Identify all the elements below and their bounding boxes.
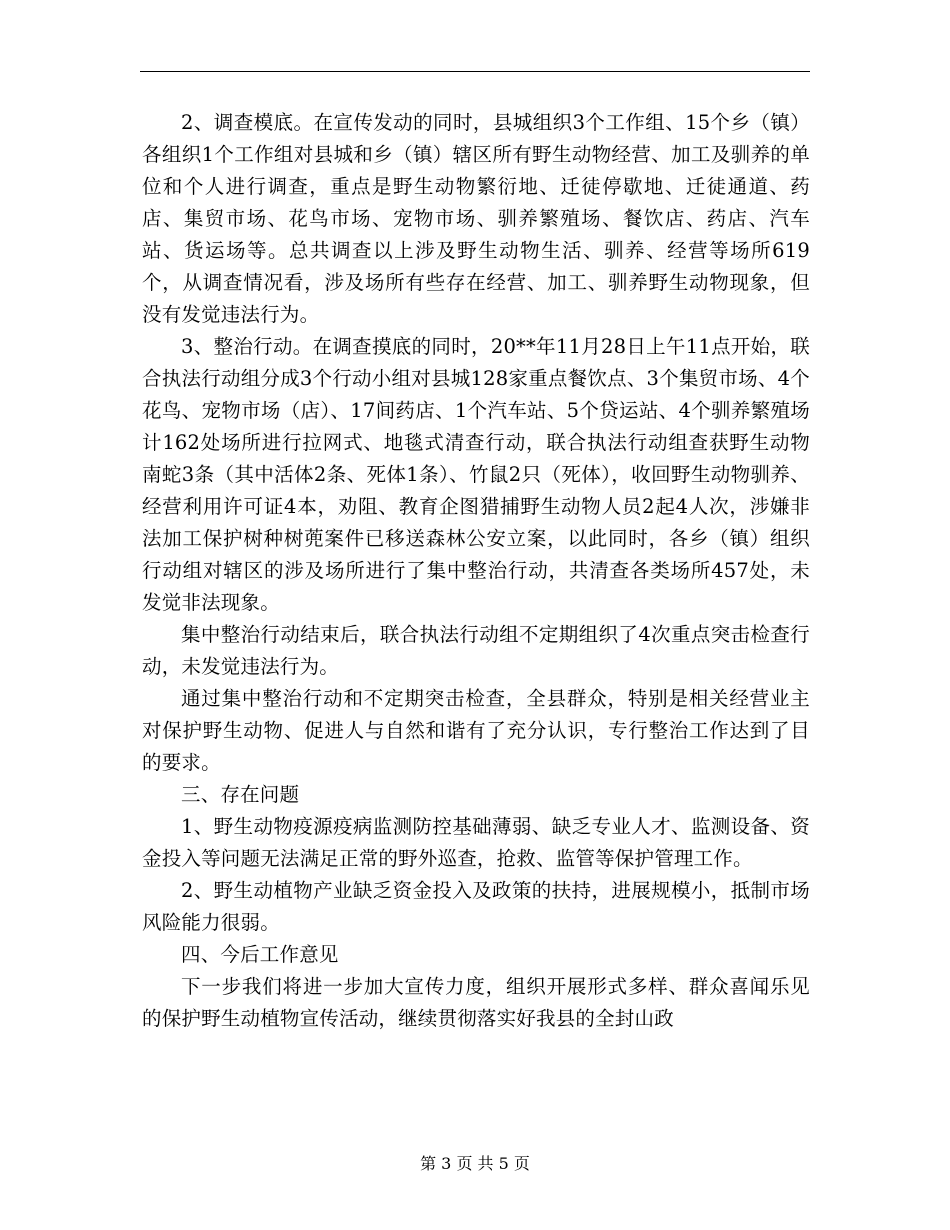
paragraph-next-steps: 下一步我们将进一步加大宣传力度，组织开展形式多样、群众喜闻乐见的保护野生动植物宣传活动，继续贯彻落实好我县的全封山政 (142, 975, 810, 1030)
document-body (142, 107, 810, 1035)
paragraph-spot-checks: 集中整治行动结束后，联合执法行动组不定期组织了4次重点突击检查行动，未发觉违法行为。 (142, 623, 810, 678)
section-heading-future-work: 四、今后工作意见 (181, 943, 339, 966)
page-number-footer: 第 3 页 共 5 页 (420, 1154, 530, 1173)
paragraph-outcome: 通过集中整治行动和不定期突击检查，全县群众，特别是相关经营业主对保护野生动物、促进人与自然和谐有了充分认识，专行整治工作达到了目的要求。 (142, 687, 810, 774)
paragraph-problem-2: 2、野生动植物产业缺乏资金投入及政策的扶持，进展规模小，抵制市场风险能力很弱。 (142, 879, 810, 934)
paragraph-investigation: 2、调查模底。在宣传发动的同时，县城组织3个工作组、15个乡（镇）各组织1个工作组对县城和乡（镇）辖区所有野生动物经营、加工及驯养的单位和个人进行调查，重点是野生动物繁衍地、迁徒停歇地、迁徒通道、药店、集贸市场、花鸟市场、宠物市场、驯养繁殖场、餐饮店、药店、汽车站、货运场等。总共调查以上涉及野生动物生活、驯养、经营等场所619个，从调查情况看，涉及场所有些存在经营、加工、驯养野生动物现象，但没有发觉违法行为。 (142, 111, 810, 326)
paragraph-problem-1: 1、野生动物疫源疫病监测防控基础薄弱、缺乏专业人才、监测设备、资金投入等问题无法满足正常的野外巡查，抢救、监管等保护管理工作。 (142, 815, 810, 870)
paragraph-rectification: 3、整治行动。在调查摸底的同时，20**年11月28日上午11点开始，联合执法行动组分成3个行动小组对县城128家重点餐饮点、3个集贸市场、4个花鸟、宠物市场（店）、17间药店、1个汽车站、5个贷运站、4个驯养繁殖场计162处场所进行拉网式、地毯式清查行动，联合执法行动组查获野生动物南蛇3条（其中活体2条、死体1条）、竹鼠2只（死体），收回野生动物驯养、经营利用许可证4本，劝阻、教育企图猎捕野生动物人员2起4人次，涉嫌非法加工保护树种树蔸案件已移送森林公安立案，以此同时，各乡（镇）组织行动组对辖区的涉及场所进行了集中整治行动，共清查各类场所457处，未发觉非法现象。 (142, 335, 810, 614)
section-heading-problems: 三、存在问题 (181, 783, 300, 806)
header-rule (140, 71, 810, 72)
